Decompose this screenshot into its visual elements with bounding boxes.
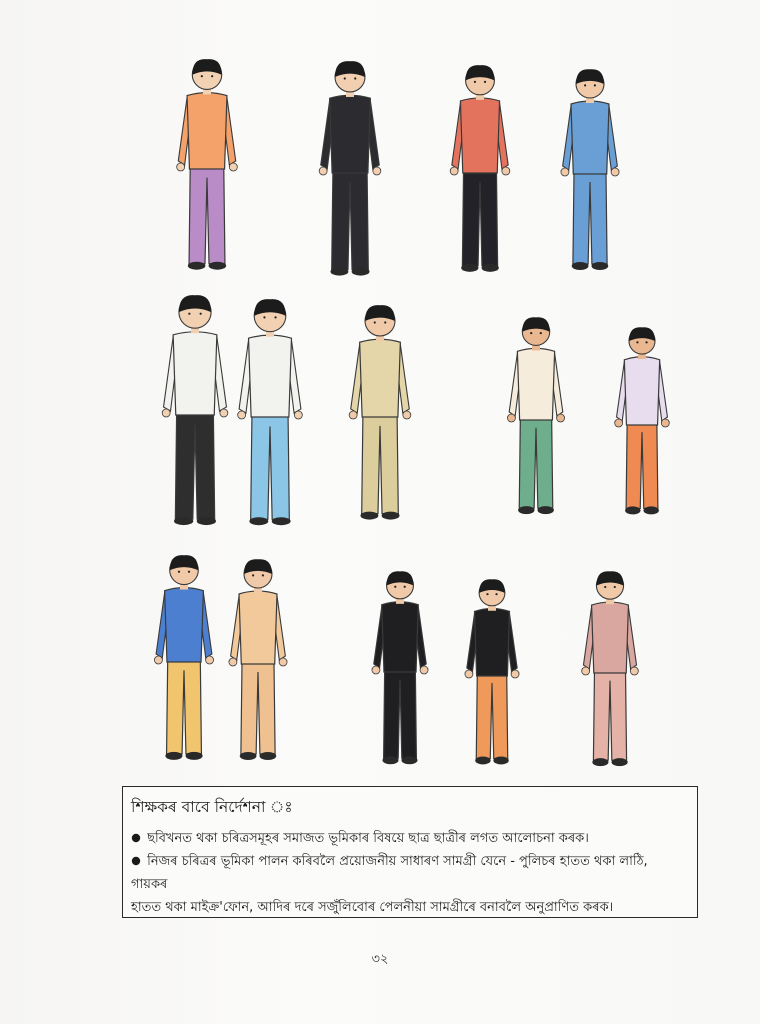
instruction-continuation: হাতত থকা মাইক্ৰ'ফোন, আদিৰ দৰে সজুঁলিবোৰ পেলনীয়া সামগ্ৰীৰে বনাবলৈ অনুপ্ৰাণিত কৰক। [131,900,614,915]
upper-garment [330,95,371,173]
hand [450,167,458,175]
upper-garment [187,93,227,169]
shoe [197,517,216,525]
queen-figure [229,559,287,760]
upper-garment [165,588,204,662]
shoe [330,268,348,276]
hand [229,658,237,666]
shoe [165,752,182,760]
lower-garment [462,169,497,266]
hand [420,666,428,674]
upper-garment [475,608,510,676]
shoe [249,517,268,525]
hand [557,414,565,422]
eye [394,586,396,588]
lower-garment [384,668,417,758]
lower-garment [519,416,553,508]
farmer-man-figure [507,317,564,514]
eye [201,75,203,77]
eye [384,321,386,323]
lower-garment [251,413,290,519]
eye [354,77,356,79]
shoe [572,262,589,270]
shoe [382,512,400,520]
lawyer-woman-figure [465,579,519,764]
eye [262,574,264,576]
doctor-woman-figure [238,299,303,525]
instructions-title: শিক্ষকৰ বাবে নিৰ্দেশনা ঃ [131,798,293,816]
eye [211,75,213,77]
shoe [537,506,553,514]
shoe [352,268,370,276]
shoe [592,758,608,766]
upper-garment [460,98,499,173]
eye [604,586,606,588]
instruction-text: নিজৰ চৰিত্ৰৰ ভূমিকা পালন কৰিবলৈ প্ৰয়োজনীয় সাধাৰণ সামগ্ৰী যেনে - পুলিচৰ হাতত থকা লাঠি, গায়কৰ [131,854,648,892]
hand [279,658,287,666]
lower-garment [189,165,225,264]
hand [373,167,381,175]
hand [177,163,185,171]
hand [465,670,473,678]
lower-garment [476,672,507,758]
farmer-woman-figure [615,327,670,514]
lower-garment [593,669,626,760]
hand [615,419,623,427]
eye [252,574,254,576]
shoe [643,506,659,514]
shoe [382,756,398,764]
eye [486,593,488,595]
upper-garment [624,357,659,425]
hand [294,411,302,419]
hand [507,414,515,422]
shoe [272,517,291,525]
painter-figure [177,59,238,270]
shoe [518,506,534,514]
lower-garment [175,411,214,519]
lower-garment [167,658,202,754]
hand [611,168,619,176]
upper-garment [239,591,277,664]
eye [645,341,647,343]
hand [319,167,327,175]
shoe [209,262,227,270]
eye [584,84,586,86]
eye [636,341,638,343]
eye [188,571,190,573]
shoe [401,756,417,764]
upper-garment [592,602,629,673]
hand [511,670,519,678]
shoe [461,264,478,272]
lower-garment [626,421,658,508]
lower-garment [573,170,607,264]
upper-garment [360,339,401,417]
shoe [174,517,193,525]
shoe [240,752,257,760]
hand [561,168,569,176]
eye [344,77,346,79]
businessman-figure [319,61,381,275]
eye [540,332,542,334]
hand [220,409,228,417]
hand [582,667,590,675]
shoe [482,264,499,272]
police-figure [349,305,411,519]
eye [374,321,376,323]
bullet-icon [131,827,143,839]
hand [502,167,510,175]
eye [594,84,596,86]
page-number: ৩২ [371,952,389,967]
eye [614,586,616,588]
eye [404,586,406,588]
shoe [625,506,641,514]
shoe [611,758,627,766]
eye [474,81,476,83]
shoe [592,262,609,270]
reporter-figure [561,69,619,270]
eye [530,332,532,334]
hand [630,667,638,675]
shoe [186,752,203,760]
upper-garment [571,101,609,174]
upper-garment [382,602,418,672]
shoe [360,512,378,520]
instruction-item [131,850,687,896]
instruction-item [131,827,687,850]
eye [274,316,276,318]
hand [229,163,237,171]
eye [178,571,180,573]
hand [238,411,246,419]
bullet-icon [131,850,143,862]
eye [188,313,190,315]
shoe [260,752,277,760]
eye [263,316,265,318]
lower-garment [241,660,275,754]
singer-figure [582,571,639,766]
eye [200,313,202,315]
cameraman-figure [450,65,510,272]
lower-garment [332,169,369,270]
eye [484,81,486,83]
hand [403,411,411,419]
upper-garment [517,348,554,420]
hand [349,411,357,419]
instruction-text: ছবিখনত থকা চৰিত্ৰসমূহৰ সমাজত ভূমিকাৰ বিষয়ে ছাত্ৰ ছাত্ৰীৰ লগত আলোচনা কৰক। [147,831,589,846]
upper-garment [249,335,292,417]
shoe [188,262,206,270]
shoe [475,756,490,764]
king-figure [154,555,213,760]
teacher-instructions-box [122,786,698,918]
hand [162,409,170,417]
hand [154,656,162,664]
lawyer-man-figure [372,571,428,764]
hand [661,419,669,427]
hand [372,666,380,674]
shoe [493,756,508,764]
lower-garment [362,413,399,514]
hand [206,656,214,664]
doctor-man-figure [162,295,228,525]
upper-garment [173,332,217,415]
eye [495,593,497,595]
